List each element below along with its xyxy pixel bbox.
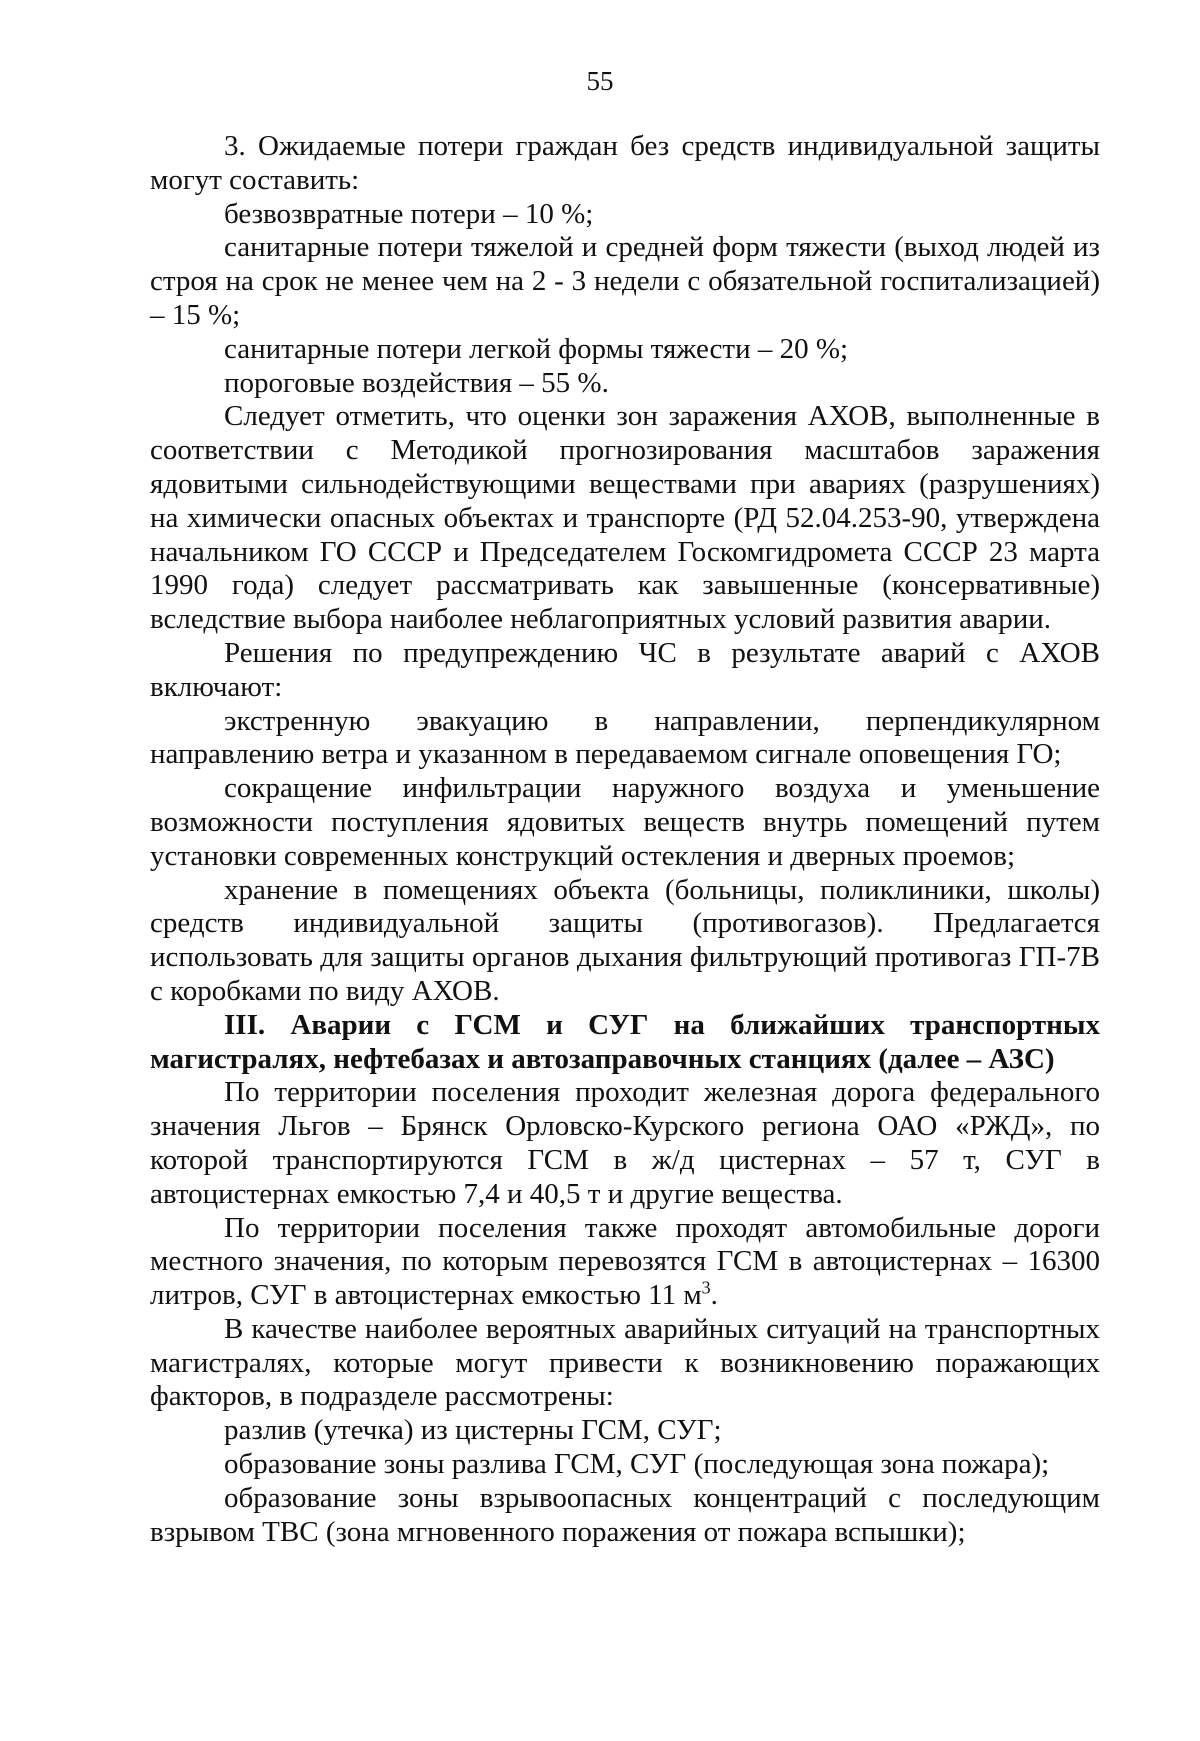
paragraph-sanitary-losses-severe: санитарные потери тяжелой и средней форм тяжести (выход людей из строя на срок не менее чем на 2 - 3 недели с обязательной госпитализацией) – 15 %;: [150, 231, 1100, 331]
paragraph-roads-end: .: [710, 1279, 718, 1312]
paragraph-prevention-decisions: Решения по предупреждению ЧС в результате аварий с АХОВ включают:: [150, 636, 1100, 703]
paragraph-zone-estimates: Следует отметить, что оценки зон заражения АХОВ, выполненные в соответствии с Методикой прогнозирования масштабов заражения ядовитыми сильнодействующими веществами при авариях (разрушениях) на химически опасных объектах и транспорте (РД 52.04.253-90, утверждена начальником ГО СССР и Председателем Госкомгидромета СССР 23 марта 1990 года) следует рассматривать как завышенные (консервативные) вследствие выбора наиболее неблагоприятных условий развития аварии.: [150, 400, 1100, 636]
paragraph-evacuation: экстренную эвакуацию в направлении, перпендикулярном направлению ветра и указанном в передаваемом сигнале оповещения ГО;: [150, 704, 1100, 771]
paragraph-sanitary-losses-light: санитарные потери легкой формы тяжести – 20 %;: [224, 332, 849, 365]
paragraph-accident-scenarios: В качестве наиболее вероятных аварийных ситуаций на транспортных магистралях, которые могут привести к возникновению поражающих факторов, в подразделе рассмотрены:: [150, 1312, 1100, 1413]
list-item-explosive-zone: образование зоны взрывоопасных концентраций с последующим взрывом ТВС (зона мгновенного поражения от пожара вспышки);: [150, 1481, 1100, 1548]
page-number: 55: [586, 66, 614, 96]
paragraph-storage-ppe: хранение в помещениях объекта (больницы, поликлиники, школы) средств индивидуальной защиты (противогазов). Предлагается использовать для защиты органов дыхания фильтрующий противогаз ГП-7В с коробками по виду АХОВ.: [150, 873, 1100, 1007]
paragraph-expected-losses: 3. Ожидаемые потери граждан без средств индивидуальной защиты могут составить:: [150, 130, 1100, 196]
paragraph-roads-text: По территории поселения также проходят автомобильные дороги местного значения, по которым перевозятся ГСМ в автоцистернах – 16300 литров, СУГ в автоцистернах емкостью 11 м: [150, 1211, 1100, 1312]
paragraph-infiltration: сокращение инфильтрации наружного воздуха и уменьшение возможности поступления ядовитых веществ внутрь помещений путем установки современных конструкций остекления и дверных проемов;: [150, 772, 1100, 872]
list-item-spill: разлив (утечка) из цистерны ГСМ, СУГ;: [224, 1414, 722, 1447]
list-item-spill-zone: образование зоны разлива ГСМ, СУГ (последующая зона пожара);: [224, 1448, 1050, 1481]
paragraph-railway: По территории поселения проходит железная дорога федерального значения Льгов – Брянск Орловско-Курского региона ОАО «РЖД», по которой транспортируются ГСМ в ж/д цистернах – 57 т, СУГ в автоцистернах емкостью 7,4 и 40,5 т и другие вещества.: [150, 1076, 1100, 1210]
section-heading: III. Аварии с ГСМ и СУГ на ближайших транспортных магистралях, нефтебазах и автозаправочных станциях (далее – АЗС): [150, 1008, 1100, 1075]
paragraph-roads: [150, 1212, 1100, 1313]
cubic-superscript: 3: [701, 1277, 711, 1298]
document-body: [150, 130, 1100, 1549]
paragraph-threshold-effects: пороговые воздействия – 55 %.: [224, 366, 609, 399]
paragraph-irrecoverable-losses: безвозвратные потери – 10 %;: [224, 197, 594, 230]
